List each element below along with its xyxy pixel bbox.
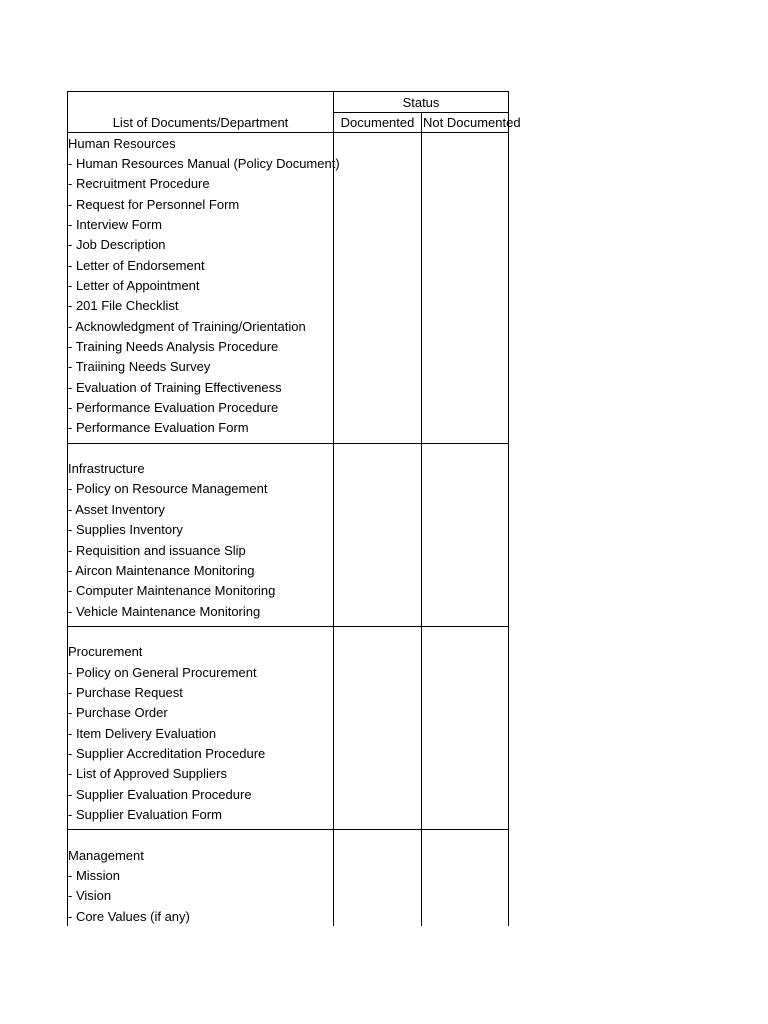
not-documented-header: Not Documented <box>423 115 521 130</box>
document-item: - Supplies Inventory <box>68 522 183 537</box>
document-item: - Performance Evaluation Form <box>68 420 249 435</box>
header-bottom-border <box>67 132 509 133</box>
document-item: - Human Resources Manual (Policy Document) <box>68 156 340 171</box>
document-item: - Training Needs Analysis Procedure <box>68 339 279 354</box>
section-title: Infrastructure <box>68 461 145 476</box>
section-title: Management <box>68 848 144 863</box>
document-item: - Evaluation of Training Effectiveness <box>68 380 282 395</box>
document-item: - List of Approved Suppliers <box>68 766 227 781</box>
document-item: - Item Delivery Evaluation <box>68 726 217 741</box>
document-item: - Letter of Appointment <box>68 278 200 293</box>
column-divider-list <box>333 91 334 926</box>
document-item: - Interview Form <box>68 217 162 232</box>
column-divider-status <box>421 112 422 926</box>
document-item: - Supplier Evaluation Form <box>68 807 222 822</box>
section-separator <box>67 443 509 444</box>
section-separator <box>67 626 509 627</box>
document-item: - Vehicle Maintenance Monitoring <box>68 604 261 619</box>
document-item: - Purchase Request <box>68 685 183 700</box>
status-header: Status <box>402 95 440 110</box>
document-item: - Supplier Evaluation Procedure <box>68 787 252 802</box>
document-item: - Asset Inventory <box>68 502 165 517</box>
document-item: - Core Values (if any) <box>68 909 190 924</box>
document-item: - Policy on General Procurement <box>68 665 257 680</box>
document-item: - Request for Personnel Form <box>68 197 240 212</box>
document-item: - Requisition and issuance Slip <box>68 543 246 558</box>
list-of-documents-header: List of Documents/Department <box>112 115 289 130</box>
document-item: - Mission <box>68 868 121 883</box>
document-item: - Aircon Maintenance Monitoring <box>68 563 255 578</box>
document-item: - Recruitment Procedure <box>68 176 210 191</box>
document-item: - Computer Maintenance Monitoring <box>68 583 276 598</box>
document-item: - Vision <box>68 888 112 903</box>
document-item: - Supplier Accreditation Procedure <box>68 746 266 761</box>
document-item: - Traiining Needs Survey <box>68 359 211 374</box>
section-title: Procurement <box>68 644 143 659</box>
section-separator <box>67 829 509 830</box>
document-item: - 201 File Checklist <box>68 298 179 313</box>
document-item: - Job Description <box>68 237 166 252</box>
document-item: - Policy on Resource Management <box>68 481 268 496</box>
section-title: Human Resources <box>68 136 176 151</box>
document-item: - Letter of Endorsement <box>68 258 205 273</box>
documented-header: Documented <box>340 115 415 130</box>
document-item: - Purchase Order <box>68 705 168 720</box>
table-top-border <box>67 91 509 92</box>
document-item: - Performance Evaluation Procedure <box>68 400 279 415</box>
document-item: - Acknowledgment of Training/Orientation <box>68 319 306 334</box>
table-right-border <box>508 91 509 926</box>
